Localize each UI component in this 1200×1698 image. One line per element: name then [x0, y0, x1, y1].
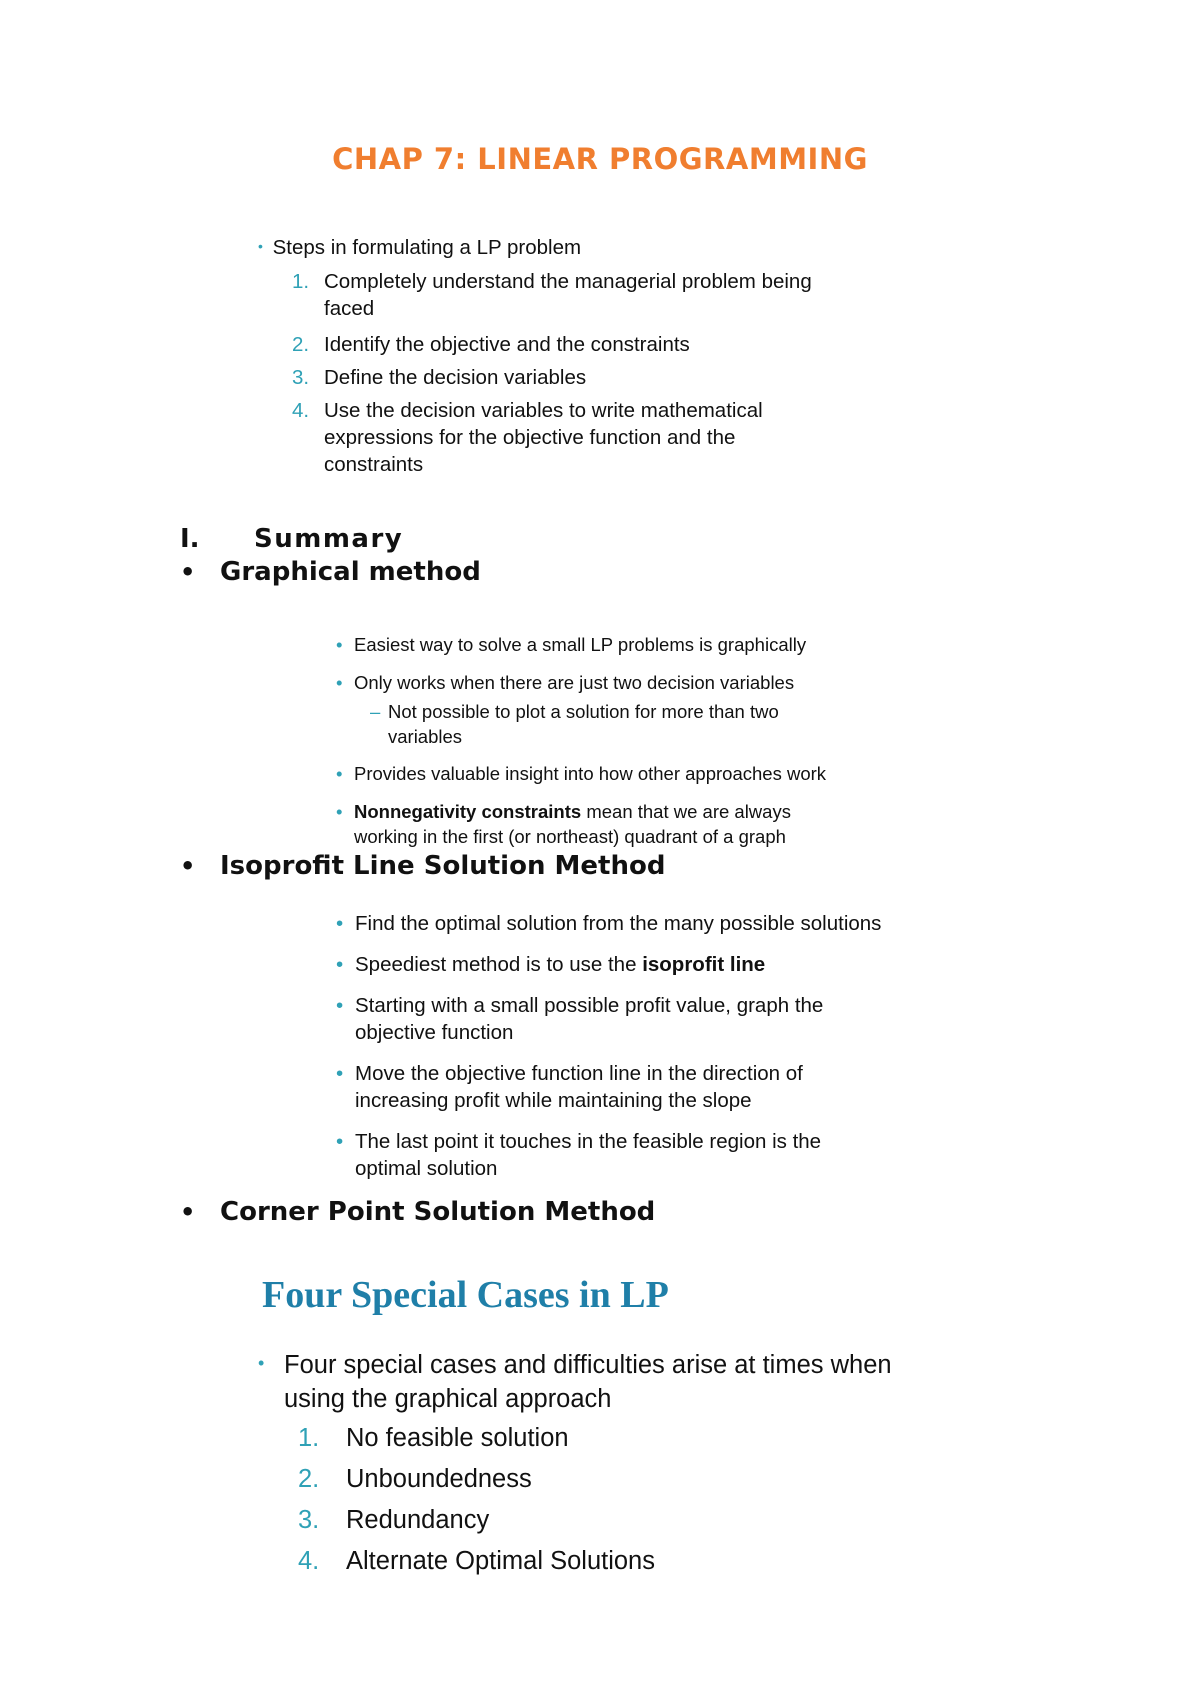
isoprofit-bullet [336, 951, 765, 978]
graphical-subbullet-text: variables [388, 726, 463, 747]
step-text: faced [324, 297, 375, 320]
intro-lead-text: Steps in formulating a LP problem [272, 236, 582, 259]
step-number: 4. [292, 399, 310, 422]
step-text: Use the decision variables to write mathematical [324, 399, 763, 422]
bullet-icon: • [180, 1198, 196, 1226]
graphical-bullet-text: Only works when there are just two decision variables [354, 672, 795, 693]
case-number: 3. [298, 1506, 320, 1534]
graphical-bullet [336, 670, 794, 695]
special-cases-title: Four Special Cases in LP [262, 1274, 669, 1316]
bullet-icon: • [336, 994, 344, 1017]
case-number: 2. [298, 1465, 320, 1493]
summary-numeral: I. [180, 524, 200, 554]
special-case-item [298, 1465, 532, 1494]
isoprofit-term: isoprofit line [642, 953, 766, 976]
isoprofit-heading [180, 851, 665, 881]
isoprofit-bullet [336, 992, 823, 1046]
case-label: Unboundedness [346, 1465, 532, 1493]
step-number: 3. [292, 366, 310, 389]
intro-step [292, 364, 586, 391]
isoprofit-bullet-text: Find the optimal solution from the many possible solutions [355, 912, 882, 935]
graphical-bullet-text: Easiest way to solve a small LP problems is graphically [354, 634, 807, 655]
special-lead-text: Four special cases and difficulties arise at times when [284, 1351, 892, 1379]
graphical-bullet-text: working in the first (or northeast) quadrant of a graph [354, 826, 786, 847]
special-case-item [298, 1506, 489, 1535]
bullet-icon: • [336, 763, 343, 784]
case-number: 4. [298, 1547, 320, 1575]
corner-heading [180, 1197, 655, 1227]
special-case-item [298, 1424, 569, 1453]
graphical-heading-text: Graphical method [220, 557, 481, 587]
bullet-icon: • [336, 634, 343, 655]
graphical-subbullet [370, 699, 779, 749]
intro-step [292, 268, 812, 322]
bullet-icon: • [336, 953, 344, 976]
isoprofit-bullet-text: objective function [355, 1021, 514, 1044]
bullet-icon: • [258, 238, 263, 254]
special-lead-text: using the graphical approach [284, 1385, 612, 1413]
bullet-icon: • [336, 912, 344, 935]
step-text: Identify the objective and the constraints [324, 333, 690, 356]
bullet-icon: • [180, 558, 196, 586]
step-text: constraints [324, 453, 424, 476]
graphical-bullet [336, 799, 791, 849]
bullet-icon: • [336, 672, 343, 693]
isoprofit-bullet-text: Speediest method is to use the [355, 953, 643, 976]
case-label: No feasible solution [346, 1424, 569, 1452]
bullet-icon: • [180, 852, 196, 880]
graphical-subbullet-text: Not possible to plot a solution for more than two [388, 701, 779, 722]
special-cases-lead [258, 1346, 892, 1416]
graphical-bullet [336, 632, 806, 657]
intro-step [292, 397, 763, 478]
isoprofit-bullet [336, 1128, 821, 1182]
isoprofit-bullet-text: optimal solution [355, 1157, 498, 1180]
bullet-icon: • [258, 1353, 265, 1373]
isoprofit-bullet [336, 910, 881, 937]
step-text: Completely understand the managerial problem being [324, 270, 812, 293]
isoprofit-heading-text: Isoprofit Line Solution Method [220, 851, 666, 881]
bullet-icon: • [336, 801, 343, 822]
intro-lead [258, 236, 581, 260]
isoprofit-bullet-text: Starting with a small possible profit value, graph the [355, 994, 824, 1017]
nonneg-term: Nonnegativity constraints [354, 801, 582, 822]
isoprofit-bullet [336, 1060, 803, 1114]
page-title: CHAP 7: LINEAR PROGRAMMING [332, 142, 868, 176]
summary-label: Summary [254, 524, 404, 554]
graphical-bullet-text: Provides valuable insight into how other approaches work [354, 763, 827, 784]
bullet-icon: • [336, 1130, 344, 1153]
dash-icon: – [370, 701, 381, 722]
summary-heading [180, 524, 403, 554]
graphical-heading [180, 557, 481, 587]
case-label: Alternate Optimal Solutions [346, 1547, 655, 1575]
step-text: Define the decision variables [324, 366, 587, 389]
graphical-bullet [336, 761, 826, 786]
step-number: 2. [292, 333, 310, 356]
special-case-item [298, 1547, 655, 1576]
corner-heading-text: Corner Point Solution Method [220, 1197, 656, 1227]
isoprofit-bullet-text: The last point it touches in the feasible region is the [355, 1130, 822, 1153]
intro-step [292, 331, 690, 358]
case-number: 1. [298, 1424, 320, 1452]
step-text: expressions for the objective function and the [324, 426, 736, 449]
case-label: Redundancy [346, 1506, 490, 1534]
step-number: 1. [292, 270, 310, 293]
isoprofit-bullet-text: increasing profit while maintaining the slope [355, 1089, 752, 1112]
isoprofit-bullet-text: Move the objective function line in the direction of [355, 1062, 803, 1085]
graphical-bullet-text: mean that we are always [581, 801, 791, 822]
bullet-icon: • [336, 1062, 344, 1085]
